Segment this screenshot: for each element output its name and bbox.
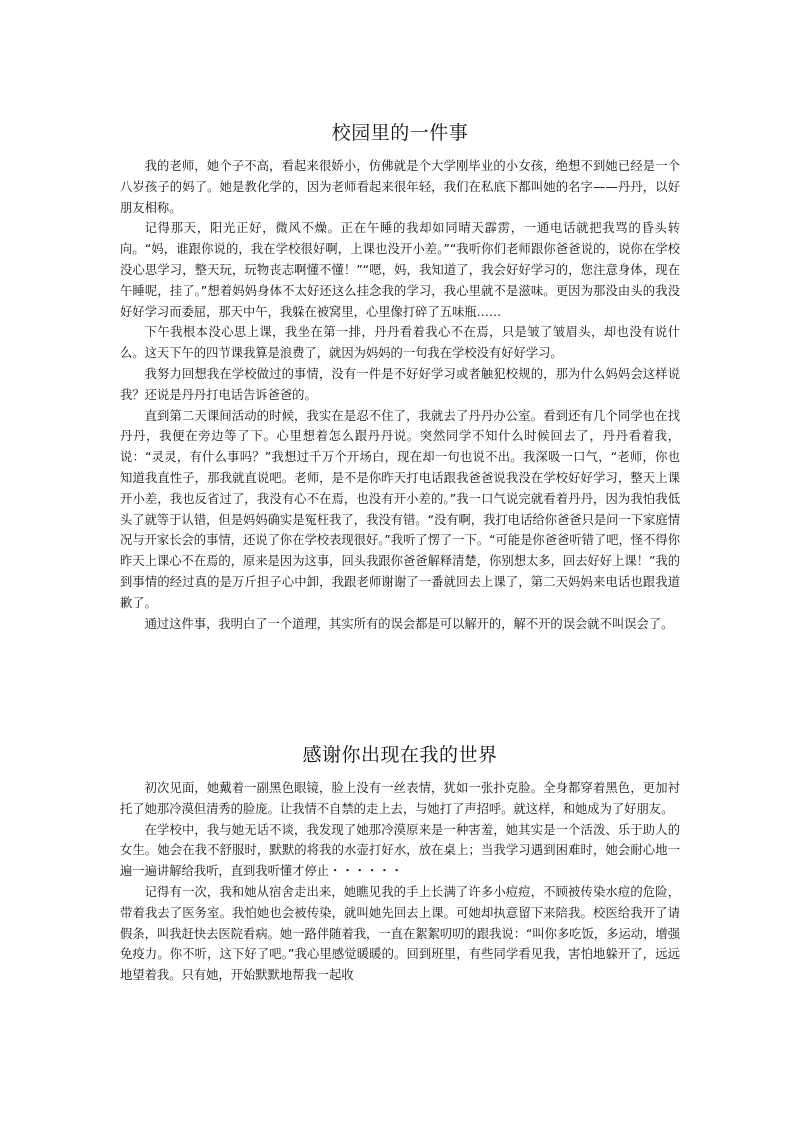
paragraph: 我的老师，她个子不高，看起来很娇小，仿佛就是个大学刚毕业的小女孩，绝想不到她已经是一个八岁孩子的妈了。她是教化学的，因为老师看起来很年轻，我们在私底下都叫她的名字——丹丹，以好朋友相称。 <box>120 159 680 215</box>
paragraph: 我努力回想我在学校做过的事情，没有一件是不好好学习或者触犯校规的，那为什么妈妈会这样说我？还说是丹丹打电话告诉爸爸的。 <box>120 366 680 402</box>
paragraph: 在学校中，我与她无话不谈，我发现了她那冷漠原来是一种害羞，她其实是一个活泼、乐于助人的女生。她会在我不舒服时，默默的将我的水壶打好水，放在桌上；当我学习遇到困难时，她会耐心地一遍一遍讲解给我听，直到我听懂才停止・・・・・・ <box>120 822 680 879</box>
essay-body <box>120 156 680 634</box>
essay-body <box>120 778 680 986</box>
paragraph: 下午我根本没心思上课，我坐在第一排，丹丹看着我心不在焉，只是皱了皱眉头，却也没有说什么。这天下午的四节课我算是浪费了，就因为妈妈的一句我在学校没有好好学习。 <box>120 325 680 361</box>
paragraph: 记得那天，阳光正好，微风不燥。正在午睡的我却如同晴天霹雳，一通电话就把我骂的昏头转向。“妈，谁跟你说的，我在学校很好啊，上课也没开小差。”“我听你们老师跟你爸爸说的，说你在学校没心思学习，整天玩，玩物丧志啊懂不懂！”“嗯，妈，我知道了，我会好好学习的，您注意身体，现在午睡呢，挂了。”想着妈妈身体不太好还这么挂念我的学习，我心里就不是滋味。更因为那没由头的我没好好学习而委屈，那天中午，我躲在被窝里，心里像打碎了五味瓶…… <box>120 221 680 319</box>
paragraph: 通过这件事，我明白了一个道理，其实所有的误会都是可以解开的，解不开的误会就不叫误会了。 <box>144 616 674 631</box>
essay-title: 校园里的一件事 <box>331 122 469 144</box>
paragraph: 记得有一次，我和她从宿舍走出来，她瞧见我的手上长满了许多小痘痘，不顾被传染水痘的危险，带着我去了医务室。我怕她也会被传染，就叫她先回去上课。可她却执意留下来陪我。校医给我开了请假条，叫我赶快去医院看病。她一路伴随着我，一直在絮絮叨叨的跟我说：“叫你多吃饭，多运动，增强免疫力。你不听，这下好了吧。”我心里感觉暖暖的。回到班里，有些同学看见我，害怕地躲开了，远远地望着我。只有她，开始默默地帮我一起收 <box>120 884 680 983</box>
paragraph: 初次见面，她戴着一副黑色眼镜，脸上没有一丝表情，犹如一张扑克脸。全身都穿着黑色，更加衬托了她那冷漠但清秀的脸庞。让我情不自禁的走上去，与她打了声招呼。就这样，和她成为了好朋友。 <box>120 781 680 816</box>
essay-title: 感谢你出现在我的世界 <box>302 744 498 766</box>
paragraph: 直到第二天课间活动的时候，我实在是忍不住了，我就去了丹丹办公室。看到还有几个同学也在找丹丹，我便在旁边等了下。心里想着怎么跟丹丹说。突然同学不知什么时候回去了，丹丹看着我，说：“灵灵，有什么事吗？”我想过千万个开场白，现在却一句也说不出。我深吸一口气，“老师，你也知道我直性子，那我就直说吧。老师，是不是你昨天打电话跟我爸爸说我没在学校好好学习，整天上课开小差，我也反省过了，我没有心不在焉，也没有开小差的。”我一口气说完就看着丹丹，因为我怕我低头了就等于认错，但是妈妈确实是冤枉我了，我没有错。“没有啊，我打电话给你爸爸只是问一下家庭情况与开家长会的事情，还说了你在学校表现很好。”我听了愣了一下。“可能是你爸爸听错了吧，怪不得你昨天上课心不在焉的，原来是因为这事，回头我跟你爸爸解释清楚，你别想太多，回去好好上课！”我的到事情的经过真的是万斤担子心中卸，我跟老师谢谢了一番就回去上课了，第二天妈妈来电话也跟我道歉了。 <box>120 408 680 610</box>
